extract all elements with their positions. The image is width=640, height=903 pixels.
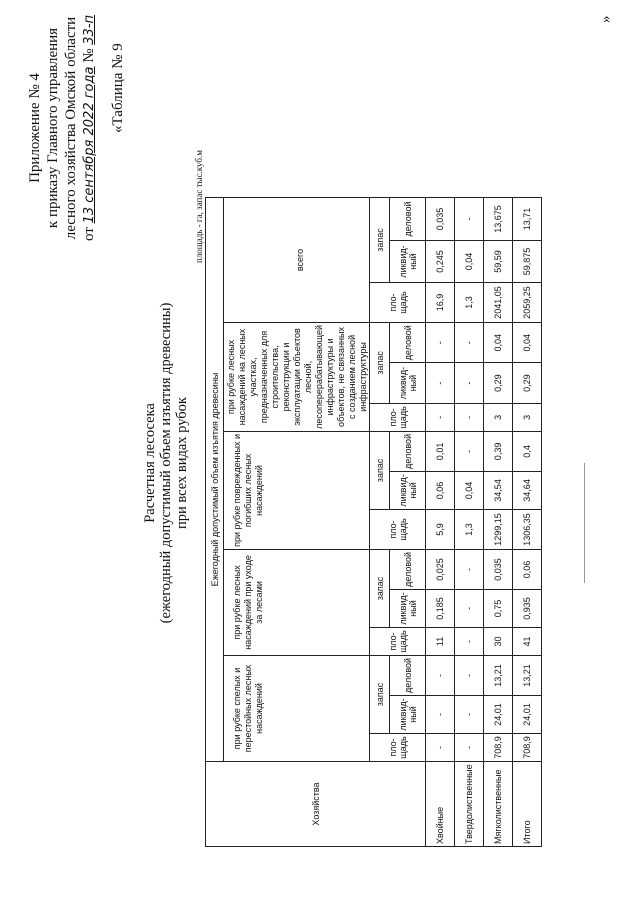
sub-business-header: деловой: [390, 323, 426, 363]
table-cell: 13,71: [513, 198, 542, 241]
page-title: [142, 253, 190, 673]
units-note: площадь - га, запас тыс.куб.м: [194, 150, 204, 263]
table-cell: 708,9: [513, 734, 542, 762]
sub-area-header: пло-щадь: [370, 403, 426, 431]
row-farm-name: Твердолиственные: [455, 762, 484, 847]
order-appendix-header: [26, 13, 99, 243]
table-cell: -: [426, 363, 455, 403]
table-cell: -: [455, 198, 484, 241]
allowable-cut-table: [205, 197, 542, 847]
table-row: [455, 198, 484, 847]
table-cell: -: [426, 696, 455, 734]
sub-stock-header: запас: [370, 655, 390, 733]
table-cell: 0,035: [484, 549, 513, 589]
sub-area-header: пло-щадь: [370, 627, 426, 655]
table-cell: 0,06: [513, 549, 542, 589]
sub-liquid-header: ликвид-ный: [390, 363, 426, 403]
sub-business-header: деловой: [390, 431, 426, 471]
table-cell: 3: [513, 403, 542, 431]
table-cell: 0,04: [513, 323, 542, 363]
table-cell: 0,06: [426, 471, 455, 509]
table-cell: -: [455, 363, 484, 403]
table-cell: 59,875: [513, 241, 542, 283]
table-cell: 0,4: [513, 431, 542, 471]
group-damaged-stands: при рубке поврежденных и погибших лесных насаждений: [224, 431, 370, 549]
table-cell: 2059,25: [513, 283, 542, 323]
handwritten-number: 33-п: [82, 14, 97, 45]
table-cell: 1299,15: [484, 509, 513, 549]
date-prefix: от: [81, 227, 97, 242]
table-cell: 34,54: [484, 471, 513, 509]
sub-liquid-header: ликвид-ный: [390, 471, 426, 509]
table-cell: 13,675: [484, 198, 513, 241]
table-cell: -: [455, 589, 484, 627]
sub-stock-header: запас: [370, 198, 390, 283]
table-cell: 0,245: [426, 241, 455, 283]
table-cell: 3: [484, 403, 513, 431]
table-cell: 0,29: [484, 363, 513, 403]
sub-stock-header: запас: [370, 549, 390, 627]
group-tending: при рубке лесных насаждений при уходе за лесами: [224, 549, 370, 655]
table-cell: -: [426, 734, 455, 762]
row-farm-name: Итого: [513, 762, 542, 847]
table-cell: 2041,05: [484, 283, 513, 323]
table-cell: -: [455, 734, 484, 762]
sub-stock-header: запас: [370, 431, 390, 509]
number-prefix: №: [81, 48, 97, 63]
sub-area-header: пло-щадь: [370, 283, 426, 323]
sub-business-header: деловой: [390, 655, 426, 695]
table-row: [513, 198, 542, 847]
table-cell: 0,01: [426, 431, 455, 471]
table-cell: 0,185: [426, 589, 455, 627]
table-cell: 24,01: [484, 696, 513, 734]
divider-line: [584, 463, 585, 583]
table-cell: 0,29: [513, 363, 542, 403]
closing-quote: »: [598, 15, 614, 23]
row-farm-name: Хвойные: [426, 762, 455, 847]
sub-business-header: деловой: [390, 549, 426, 589]
table-cell: -: [426, 323, 455, 363]
table-cell: 0,04: [455, 241, 484, 283]
title-line-3: при всех видах рубок: [174, 397, 190, 529]
title-line-1: Расчетная лесосека: [142, 403, 158, 523]
table-cell: 11: [426, 627, 455, 655]
sub-area-header: пло-щадь: [370, 509, 426, 549]
table-row: [426, 198, 455, 847]
order-date-line: [80, 13, 99, 243]
table-cell: 16,9: [426, 283, 455, 323]
group-total: всего: [224, 198, 370, 323]
table-cell: -: [455, 549, 484, 589]
table-cell: 34,64: [513, 471, 542, 509]
sub-liquid-header: ликвид-ный: [390, 241, 426, 283]
table-row: [484, 198, 513, 847]
sub-stock-header: запас: [370, 323, 390, 404]
table-cell: 0,035: [426, 198, 455, 241]
group-construction: при рубке лесных насаждений на лесных участках, предназначенных для строительства, реконструкции и эксплуатации объектов лесной, лесоперерабатывающей инфраструктуры и объектов, не связанных с созданием лесной инфраструктуры: [224, 323, 370, 432]
table-cell: -: [455, 323, 484, 363]
table-cell: 0,025: [426, 549, 455, 589]
table-cell: 24,01: [513, 696, 542, 734]
table-cell: -: [455, 627, 484, 655]
sub-liquid-header: ликвид-ный: [390, 696, 426, 734]
row-farm-name: Мягколиственные: [484, 762, 513, 847]
table-cell: 0,04: [484, 323, 513, 363]
table-cell: -: [426, 403, 455, 431]
table-cell: -: [455, 696, 484, 734]
table-cell: 0,75: [484, 589, 513, 627]
table-cell: 41: [513, 627, 542, 655]
table-cell: 1,3: [455, 509, 484, 549]
table-cell: 1306,35: [513, 509, 542, 549]
table-cell: 30: [484, 627, 513, 655]
table-cell: 5,9: [426, 509, 455, 549]
table-cell: -: [455, 431, 484, 471]
table-cell: -: [426, 655, 455, 695]
table-cell: -: [455, 655, 484, 695]
table-number: «Таблица № 9: [110, 43, 126, 133]
table-cell: 708,9: [484, 734, 513, 762]
table-cell: 1,3: [455, 283, 484, 323]
table-cell: 59,59: [484, 241, 513, 283]
table-cell: 13,21: [484, 655, 513, 695]
col-farm-header: Хозяйства: [206, 762, 426, 847]
table-cell: 0,04: [455, 471, 484, 509]
span-header: Ежегодный допустимый объем изъятия древесины: [206, 198, 224, 762]
order-reference: к приказу Главного управления: [45, 27, 61, 229]
table-cell: -: [455, 403, 484, 431]
sub-business-header: деловой: [390, 198, 426, 241]
handwritten-date: 13 сентября 2022 года: [82, 66, 97, 224]
table-cell: 13,21: [513, 655, 542, 695]
appendix-number: Приложение № 4: [27, 73, 43, 183]
table-cell: 0,39: [484, 431, 513, 471]
table-body: [426, 198, 542, 847]
sub-area-header: пло-щадь: [370, 734, 426, 762]
group-mature-stands: при рубке спелых и перестойных лесных насаждений: [224, 655, 370, 761]
authority-name: лесного хозяйства Омской области: [63, 16, 79, 240]
table-cell: 0,935: [513, 589, 542, 627]
sub-liquid-header: ликвид-ный: [390, 589, 426, 627]
title-line-2: (ежегодный допустимый объем изъятия древесины): [158, 302, 174, 624]
